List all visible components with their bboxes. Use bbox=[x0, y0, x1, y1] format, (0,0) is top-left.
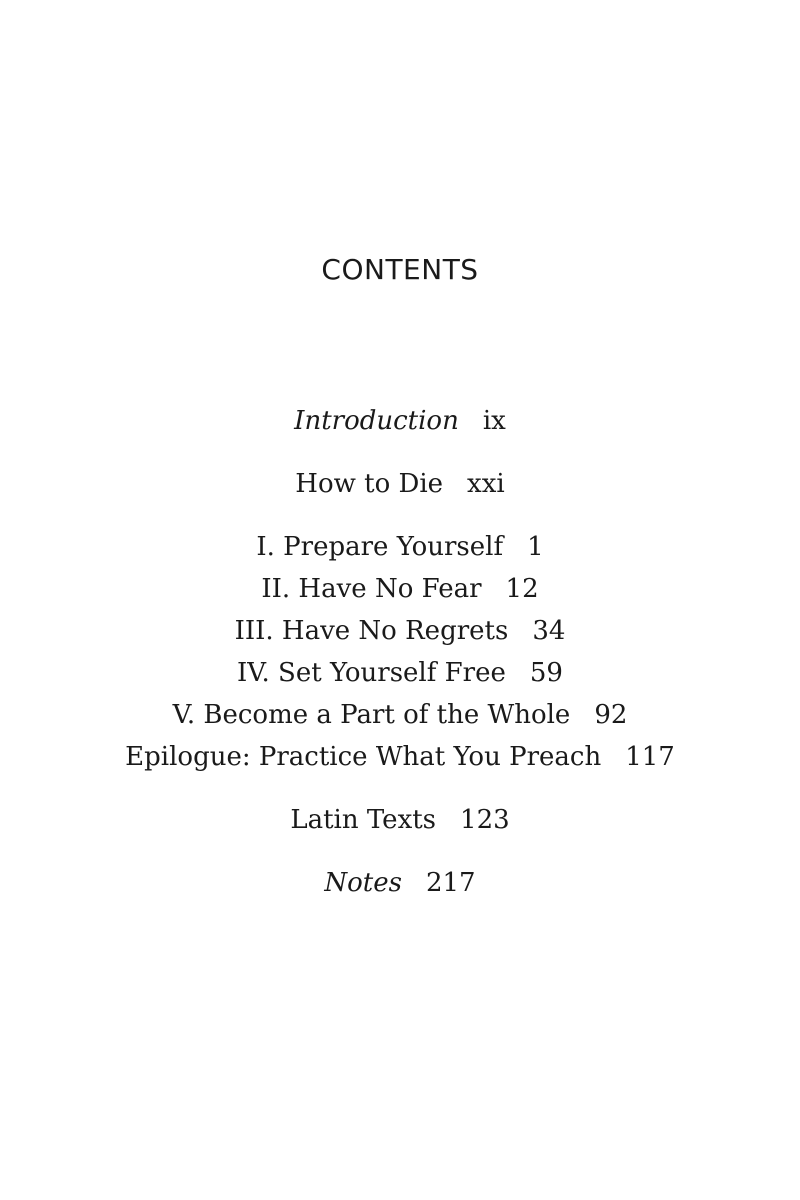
toc-entry-title: III. Have No Regrets bbox=[234, 616, 509, 646]
toc-entry-title: Notes bbox=[324, 868, 402, 898]
toc-entry-title: II. Have No Fear bbox=[261, 574, 482, 604]
toc-entry-title: IV. Set Yourself Free bbox=[237, 658, 506, 688]
toc-entry-chapter-3 bbox=[0, 614, 800, 648]
toc-entry-chapter-1 bbox=[0, 530, 800, 564]
toc-entry-chapter-4 bbox=[0, 656, 800, 690]
toc-entry-page: 34 bbox=[532, 616, 566, 646]
toc-entry-chapter-2 bbox=[0, 572, 800, 606]
toc-entry-page: 92 bbox=[594, 700, 628, 730]
toc-entry-notes bbox=[0, 866, 800, 900]
toc-entry-page: 123 bbox=[460, 805, 510, 835]
toc-entry-page: 117 bbox=[625, 742, 675, 772]
toc-entry-title: I. Prepare Yourself bbox=[256, 532, 504, 562]
toc-entry-title: Epilogue: Practice What You Preach bbox=[125, 742, 602, 772]
toc-entry-page: xxi bbox=[467, 469, 505, 499]
toc-entry-title: How to Die bbox=[295, 469, 444, 499]
toc-entry-page: 12 bbox=[505, 574, 539, 604]
contents-heading: CONTENTS bbox=[321, 253, 479, 286]
toc-entry-page: 59 bbox=[529, 658, 563, 688]
toc-entry-how-to-die bbox=[0, 467, 800, 501]
toc-entry-title: V. Become a Part of the Whole bbox=[172, 700, 571, 730]
toc-entry-title: Latin Texts bbox=[290, 805, 437, 835]
toc-entry-latin-texts bbox=[0, 803, 800, 837]
toc-entry-page: 1 bbox=[527, 532, 544, 562]
toc-entry-title: Introduction bbox=[294, 406, 459, 436]
toc-entry-page: ix bbox=[482, 406, 506, 436]
toc-entry-introduction bbox=[0, 404, 800, 438]
toc-entry-page: 217 bbox=[425, 868, 476, 898]
toc-entry-chapter-5 bbox=[0, 698, 800, 732]
toc-entry-epilogue bbox=[0, 740, 800, 774]
